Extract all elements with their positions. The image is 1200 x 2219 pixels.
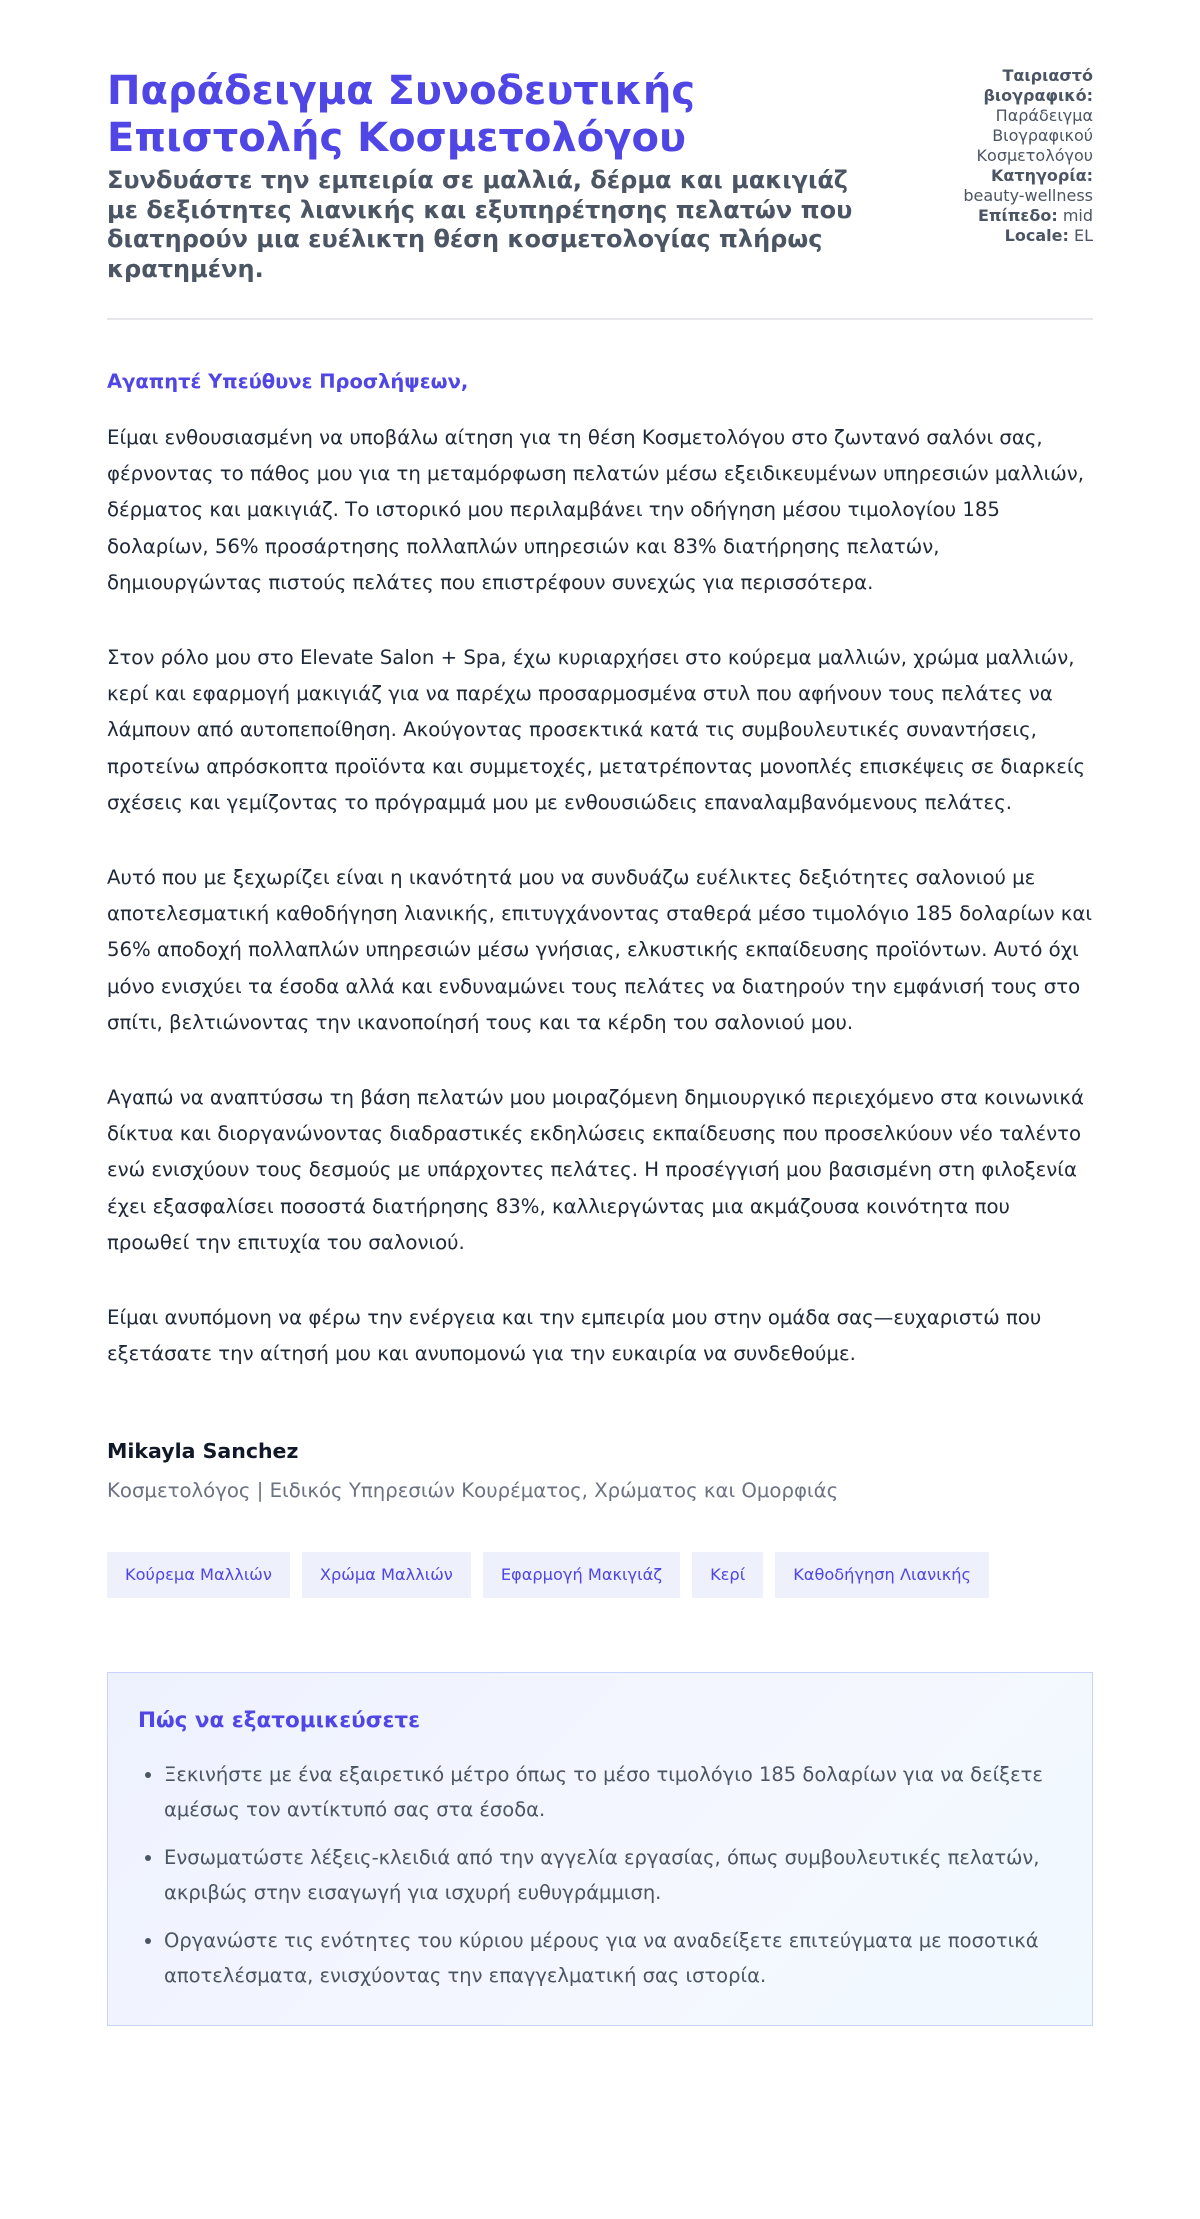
- letter-paragraph: Είμαι ανυπόμονη να φέρω την ενέργεια και την εμπειρία μου στην ομάδα σας—ευχαριστώ που εξετάσατε την αίτησή μου και ανυπομονώ για την ευκαιρία να συνδεθούμε.: [107, 1306, 1042, 1366]
- signature-role: Κοσμετολόγος | Ειδικός Υπηρεσιών Κουρέματος, Χρώματος και Ομορφιάς: [107, 1479, 839, 1503]
- meta-locale: [943, 226, 1093, 246]
- meta-panel: [943, 66, 1093, 246]
- meta-level: [943, 206, 1093, 226]
- tips-title: Πώς να εξατομικεύσετε: [138, 1708, 421, 1734]
- letter-paragraph: Είμαι ενθουσιασμένη να υποβάλω αίτηση για τη θέση Κοσμετολόγου στο ζωντανό σαλόνι σας, φέρνοντας το πάθος μου για τη μεταμόρφωση πελατών μέσω εξειδικευμένων υπηρεσιών μαλλιών, δέρματος και μακιγιάζ. Το ιστορικό μου περιλαμβάνει την οδήγηση μέσου τιμολογίου 185 δολαρίων, 56% προσάρτησης πολλαπλών υπηρεσιών και 83% διατήρησης πελατών, δημιουργώντας πιστούς πελάτες που επιστρέφουν συνεχώς για περισσότερα.: [107, 426, 1085, 594]
- skill-tag: Κούρεμα Μαλλιών: [107, 1552, 290, 1598]
- letter-paragraph: Αυτό που με ξεχωρίζει είναι η ικανότητά μου να συνδυάζω ευέλικτες δεξιότητες σαλονιού με αποτελεσματική καθοδήγηση λιανικής, επιτυγχάνοντας σταθερά μέσο τιμολόγιο 185 δολαρίων και 56% αποδοχή πολλαπλών υπηρεσιών μέσω γνήσιας, ελκυστικής εκπαίδευσης προϊόντων. Αυτό όχι μόνο ενισχύει τα έσοδα αλλά και ενδυναμώνει τους πελάτες να διατηρούν την εμφάνισή τους στο σπίτι, βελτιώνοντας την ικανοποίησή τους και τα κέρδη του σαλονιού μου.: [107, 866, 1092, 1034]
- meta-category: [943, 166, 1093, 206]
- signature-name: Mikayla Sanchez: [107, 1439, 299, 1464]
- skill-tag: Κερί: [692, 1552, 763, 1598]
- letter-paragraph: Στον ρόλο μου στο Elevate Salon + Spa, έχω κυριαρχήσει στο κούρεμα μαλλιών, χρώμα μαλλιών, κερί και εφαρμογή μακιγιάζ για να παρέχω προσαρμοσμένα στυλ που αφήνουν τους πελάτες να λάμπουν από αυτοπεποίθηση. Ακούγοντας προσεκτικά κατά τις συμβουλευτικές συναντήσεις, προτείνω απρόσκοπτα προϊόντα και συμμετοχές, μετατρέποντας μονοπλές επισκέψεις σε διαρκείς σχέσεις και γεμίζοντας το πρόγραμμά μου με ενθουσιώδεις επαναλαμβανόμενους πελάτες.: [107, 646, 1086, 814]
- page-header: [107, 68, 1093, 320]
- tip-item: • Ξεκινήστε με ένα εξαιρετικό μέτρο όπως το μέσο τιμολόγιο 185 δολαρίων για να δείξετε αμέσως τον αντίκτυπό σας στα έσοδα.: [164, 1757, 1062, 1827]
- meta-resume: [943, 66, 1093, 166]
- skill-tag: Καθοδήγηση Λιανικής: [775, 1552, 989, 1598]
- page-subtitle: Συνδυάστε την εμπειρία σε μαλλιά, δέρμα και μακιγιάζ με δεξιότητες λιανικής και εξυπηρέτησης πελατών που διατηρούν μια ευέλικτη θέση κοσμετολογίας πλήρως κρατημένη.: [107, 166, 853, 283]
- tip-item: • Ενσωματώστε λέξεις-κλειδιά από την αγγελία εργασίας, όπως συμβουλευτικές πελατών, ακριβώς στην εισαγωγή για ισχυρή ευθυγράμμιση.: [164, 1840, 1062, 1910]
- customization-tips-box: [107, 1672, 1093, 2026]
- salutation: Αγαπητέ Υπεύθυνε Προσλήψεων,: [107, 370, 469, 393]
- skill-tags: [107, 1552, 1093, 1598]
- meta-locale-label: Locale:: [1004, 226, 1069, 245]
- header-left: [107, 68, 867, 284]
- tips-list: [138, 1757, 1062, 1993]
- skill-tag: Εφαρμογή Μακιγιάζ: [483, 1552, 680, 1598]
- meta-locale-value: EL: [1073, 226, 1093, 245]
- skill-tag: Χρώμα Μαλλιών: [302, 1552, 471, 1598]
- page-title: Παράδειγμα Συνοδευτικής Επιστολής Κοσμετολόγου: [107, 68, 696, 161]
- meta-category-value: beauty-wellness: [963, 186, 1093, 205]
- meta-level-label: Επίπεδο:: [977, 206, 1058, 225]
- meta-resume-label: Ταιριαστό βιογραφικό:: [983, 66, 1093, 105]
- tip-item: • Οργανώστε τις ενότητες του κύριου μέρους για να αναδείξετε επιτεύγματα με ποσοτικά αποτελέσματα, ενισχύοντας την επαγγελματική σας ιστορία.: [164, 1923, 1062, 1993]
- meta-level-value: mid: [1062, 206, 1093, 225]
- letter-body: [107, 420, 1093, 1372]
- letter-paragraph: Αγαπώ να αναπτύσσω τη βάση πελατών μου μοιραζόμενη δημιουργικό περιεχόμενο στα κοινωνικά δίκτυα και διοργανώνοντας διαδραστικές εκδηλώσεις εκπαίδευσης που προσελκύουν νέο ταλέντο ενώ ενισχύουν τους δεσμούς με υπάρχοντες πελάτες. Η προσέγγισή μου βασισμένη στη φιλοξενία έχει εξασφαλίσει ποσοστά διατήρησης 83%, καλλιεργώντας μια ακμάζουσα κοινότητα που προωθεί την επιτυχία του σαλονιού.: [107, 1086, 1084, 1254]
- meta-category-label: Κατηγορία:: [991, 166, 1093, 185]
- meta-resume-value: Παράδειγμα Βιογραφικού Κοσμετολόγου: [976, 106, 1093, 165]
